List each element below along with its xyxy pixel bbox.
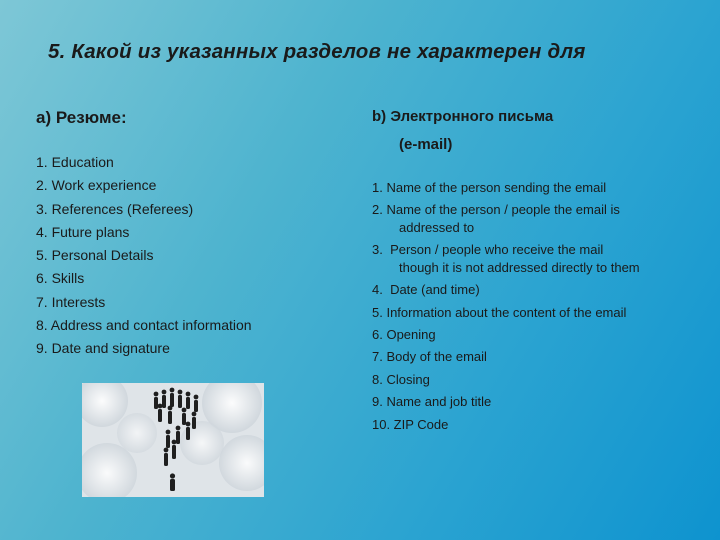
list-item-text: 4. Date (and time)	[372, 282, 480, 298]
resume-list	[36, 151, 336, 361]
email-heading: b) Электронного письма	[372, 108, 554, 125]
list-item: 8. Address and contact information	[36, 317, 252, 334]
list-item-text: 8. Closing	[372, 371, 430, 387]
list-item	[372, 348, 692, 366]
list-item	[372, 393, 692, 411]
list-item	[372, 179, 692, 197]
list-item-text: 10. ZIP Code	[372, 416, 449, 432]
resume-column	[36, 108, 336, 361]
list-item-text: 6. Opening	[372, 326, 436, 342]
slide-title: 5. Какой из указанных разделов не характерен для	[48, 40, 586, 63]
email-list	[372, 179, 692, 433]
list-item-text: 9. Name and job title	[372, 394, 492, 410]
list-item: 9. Date and signature	[36, 340, 170, 357]
list-item-text: 7. Body of the email	[372, 349, 487, 365]
list-item	[372, 371, 692, 389]
email-column	[372, 108, 692, 438]
list-item-text: 3. Person / people who receive the mail	[372, 242, 604, 258]
list-item: 2. Work experience	[36, 177, 157, 194]
list-item: 7. Interests	[36, 293, 106, 310]
resume-heading: a) Резюме:	[36, 108, 127, 127]
list-item	[372, 304, 692, 322]
list-item-text: 5. Information about the content of the email	[372, 304, 627, 320]
list-item-continuation: though it is not addressed directly to them	[399, 259, 640, 275]
group-of-people-photo	[82, 383, 264, 497]
list-item: 6. Skills	[36, 270, 85, 287]
list-item-text: 1. Name of the person sending the email	[372, 180, 607, 195]
list-item	[372, 416, 692, 434]
list-item	[372, 201, 692, 236]
list-item-text: 2. Name of the person / people the email is	[372, 202, 620, 218]
list-item	[372, 241, 692, 276]
list-item-continuation: addressed to	[399, 219, 475, 235]
list-item: 1. Education	[36, 154, 114, 170]
list-item: 3. References (Referees)	[36, 200, 194, 217]
group-of-people-icon	[82, 383, 264, 497]
email-heading-subtitle: (e-mail)	[399, 136, 453, 153]
list-item	[372, 281, 692, 299]
list-item: 5. Personal Details	[36, 247, 154, 264]
list-item	[372, 326, 692, 344]
list-item: 4. Future plans	[36, 223, 130, 240]
